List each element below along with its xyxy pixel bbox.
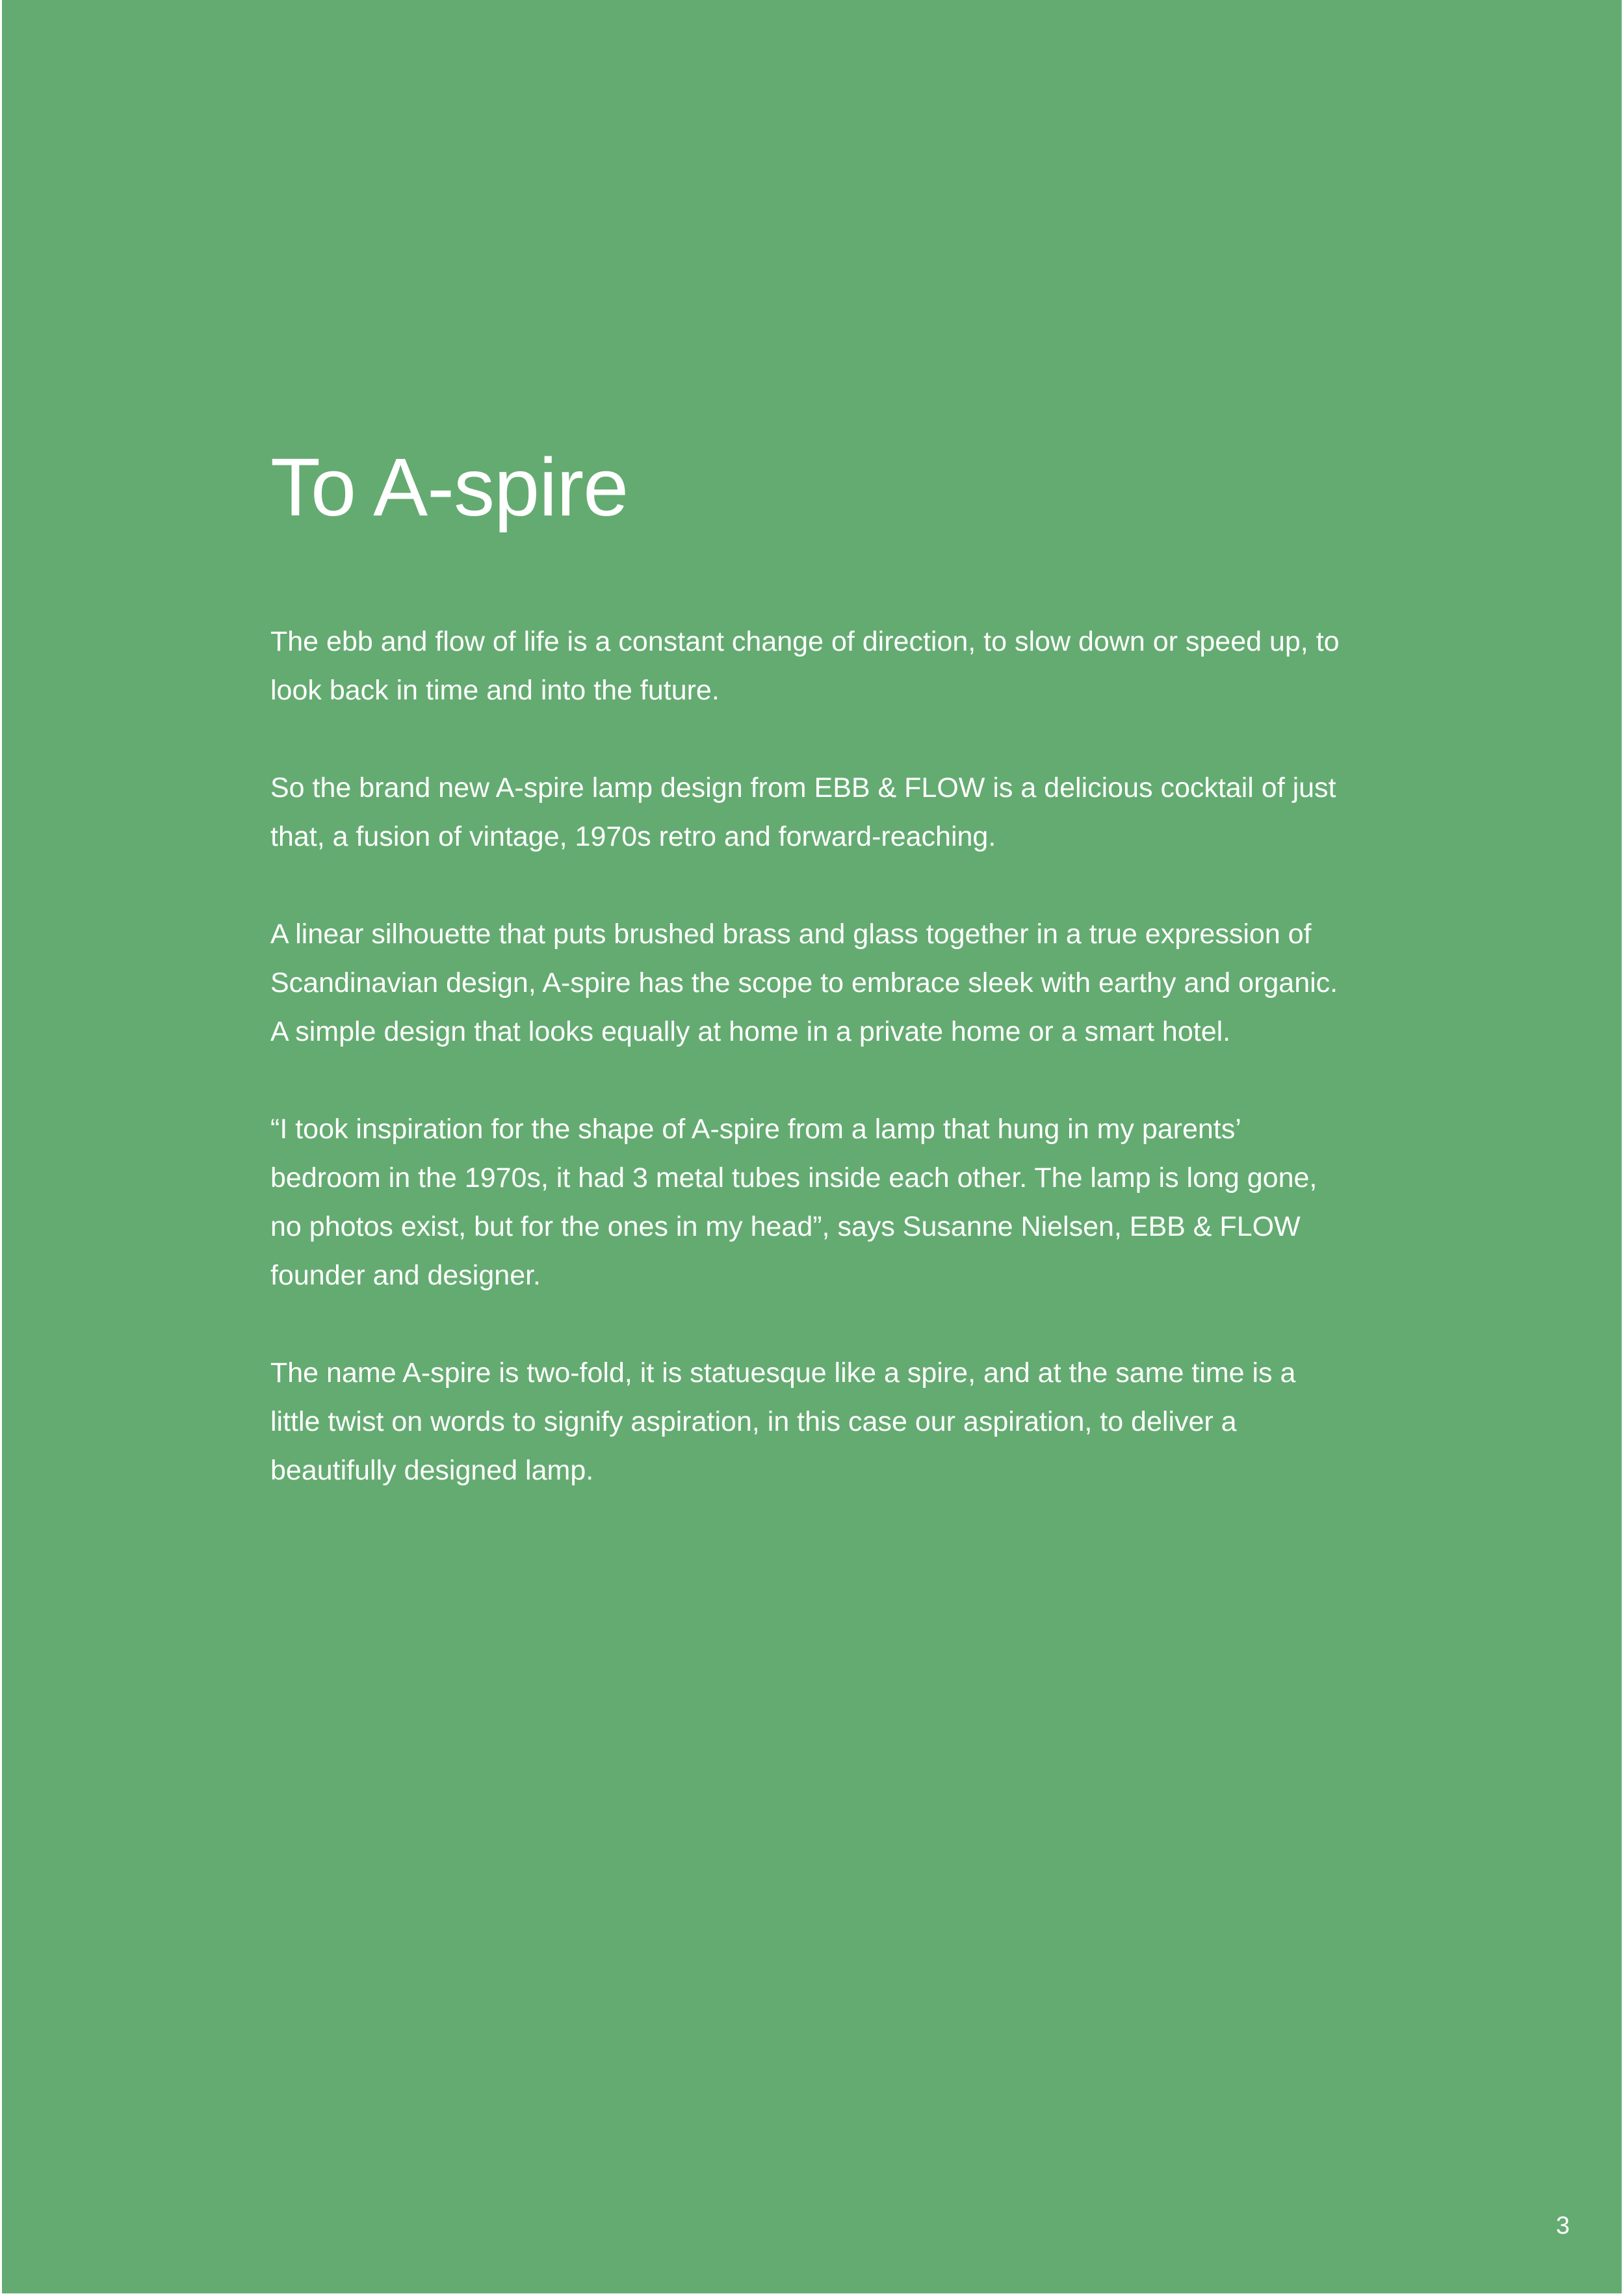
paragraph-brand-design: So the brand new A-spire lamp design from EBB & FLOW is a delicious cocktail of just that, a fusion of vintage, 1970s retro and forward-reaching. [270,772,1336,852]
paragraph-silhouette: A linear silhouette that puts brushed brass and glass together in a true expression of Scandinavian design, A-spire has the scope to embrace sleek with earthy and organic. A simple design that looks equally at home in a private home or a smart hotel. [270,919,1338,1047]
paragraph-name-meaning: The name A-spire is two-fold, it is statuesque like a spire, and at the same time is a little twist on words to signify aspiration, in this case our aspiration, to deliver a beautifully designed lamp. [270,1357,1296,1486]
page-number: 3 [1555,2212,1570,2239]
paragraph-designer-quote: “I took inspiration for the shape of A-spire from a lamp that hung in my parents’ bedroom in the 1970s, it had 3 metal tubes inside each other. The lamp is long gone, no photos exist, but for the ones in my head”, says Susanne Nielsen, EBB & FLOW founder and designer. [270,1114,1318,1291]
article-content [270,436,1349,1544]
paragraph-intro: The ebb and flow of life is a constant change of direction, to slow down or speed up, to look back in time and into the future. [270,626,1340,706]
page-title: To A-spire [270,441,629,533]
